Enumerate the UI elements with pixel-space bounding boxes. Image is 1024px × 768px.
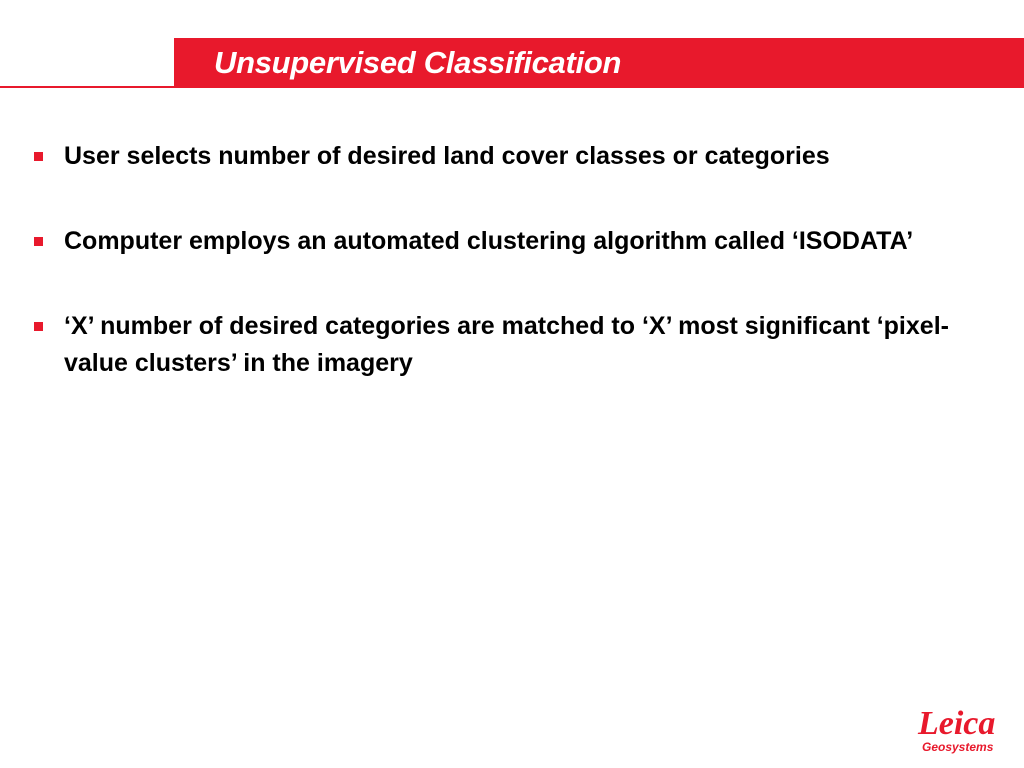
bullet-list [30,138,990,430]
bullet-text: Computer employs an automated clustering algorithm called ‘ISODATA’ [64,227,914,255]
logo-wordmark: Leica [918,705,996,742]
bullet-text: ‘X’ number of desired categories are matched to ‘X’ most significant ‘pixel-value clusters’ in the imagery [64,312,949,377]
logo-subtitle: Geosystems [922,740,994,754]
square-bullet-icon [34,322,43,331]
title-underline [0,86,174,88]
bullet-item [30,138,990,175]
bullet-item [30,308,990,382]
square-bullet-icon [34,152,43,161]
bullet-item [30,223,990,260]
square-bullet-icon [34,237,43,246]
bullet-text: User selects number of desired land cover classes or categories [64,142,830,170]
slide-title: Unsupervised Classification [214,45,622,80]
leica-geosystems-logo [912,700,1004,756]
